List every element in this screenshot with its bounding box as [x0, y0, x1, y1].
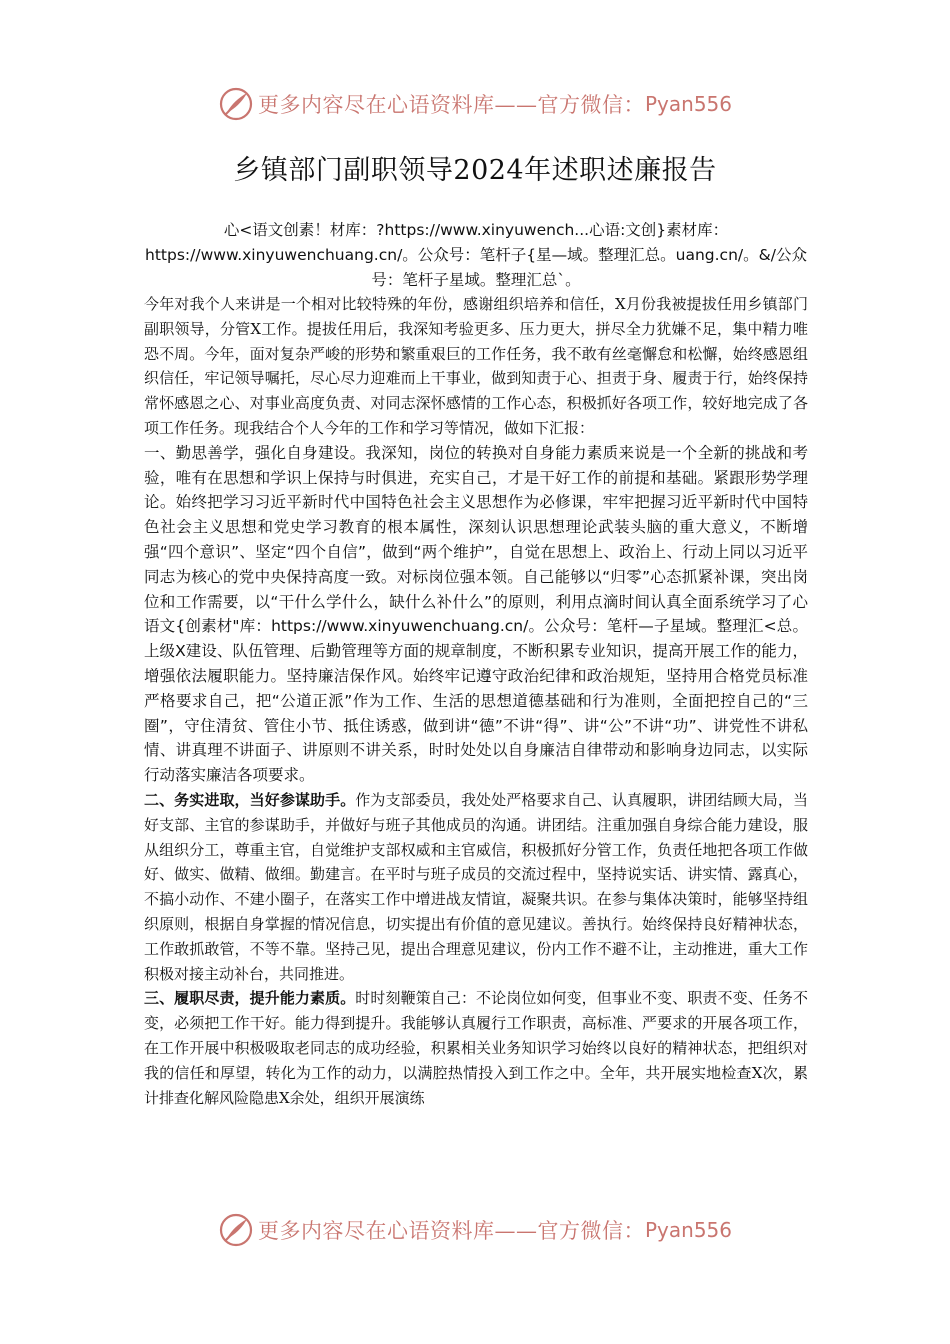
paragraph-intro: 今年对我个人来讲是一个相对比较特殊的年份，感谢组织培养和信任，X月份我被提拔任用乡镇部门副职领导，分管X工作。提拔任用后，我深知考验更多、压力更大，拼尽全力犹嫌不足，集中精力唯恐不周。今年，面对复杂严峻的形势和繁重艰巨的工作任务，我不敢有丝毫懈怠和松懈，始终感恩组织信任，牢记领导嘱托，尽心尽力迎难而上干事业，做到知责于心、担责于身、履责于行，始终保持常怀感恩之心、对事业高度负责、对同志深怀感情的工作心态，积极抓好各项工作，较好地完成了各项工作任务。现我结合个人今年的工作和学习等情况，做如下汇报：	[144, 295, 808, 437]
banner-wechat-id: Pyan556	[644, 1218, 732, 1242]
quill-logo-icon	[218, 86, 254, 122]
quill-logo-icon	[218, 1212, 254, 1248]
document-body	[144, 292, 808, 1110]
source-note: 心<语文创素！材库：?https://www.xinyuwench...心语:文创}素材库：https://www.xinyuwenchuang.cn/。公众号：笔杆子{星—域。整理汇总。uang.cn/。&/公众号：笔杆子星域。整理汇总`。	[145, 221, 807, 289]
section-2-text: 作为支部委员，我处处严格要求自己、认真履职，讲团结顾大局，当好支部、主官的参谋助手，并做好与班子其他成员的沟通。讲团结。注重加强自身综合能力建设，服从组织分工，尊重主官，自觉维护支部权威和主官威信，积极抓好分管工作，负责任地把各项工作做好、做实、做精、做细。勤建言。在平时与班子成员的交流过程中，坚持说实话、讲实情、露真心，不搞小动作、不建小圈子，在落实工作中增进战友情谊，凝聚共识。在参与集体决策时，能够坚持组织原则，根据自身掌握的情况信息，切实提出有价值的意见建议。善执行。始终保持良好精神状态，工作敢抓敢管，不等不靠。坚持己见，提出合理意见建议，份内工作不避不让，主动推进，重大工作积极对接主动补台，共同推进。	[144, 790, 808, 983]
banner-wechat-id: Pyan556	[644, 92, 732, 116]
paragraph-section-1: 一、勤思善学，强化自身建设。我深知，岗位的转换对自身能力素质来说是一个全新的挑战和考验，唯有在思想和学识上保持与时俱进，充实自己，才是干好工作的前提和基础。紧跟形势学理论。始终把学习习近平新时代中国特色社会主义思想作为必修课，牢牢把握习近平新时代中国特色社会主义思想和党史学习教育的根本属性，深刻认识思想理论武装头脑的重大意义，不断增强“四个意识”、坚定“四个自信”，做到“两个维护”，自觉在思想上、政治上、行动上同以习近平同志为核心的党中央保持高度一致。对标岗位强本领。自己能够以“归零”心态抓紧补课，突出岗位和工作需要，以“干什么学什么，缺什么补什么”的原则，利用点滴时间认真全面系统学习了心语文{创素材"库：https://www.xinyuwenchuang.cn/。公众号：笔杆—子星域。整理汇<总。上级X建设、队伍管理、后勤管理等方面的规章制度，不断积累专业知识，提高开展工作的能力，增强依法履职能力。坚持廉洁保作风。始终牢记遵守政治纪律和政治规矩，坚持用合格党员标准严格要求自己，把“公道正派”作为工作、生活的思想道德基础和行为准则，全面把控自己的“三圈”，守住清贫、管住小节、抵住诱惑，做到讲“德”不讲“得”、讲“公”不讲“功”、讲党性不讲私情、讲真理不讲面子、讲原则不讲关系，时时处处以自身廉洁自律带动和影响身边同志，以实际行动落实廉洁各项要求。	[144, 443, 808, 785]
footer-banner[interactable]	[0, 1210, 950, 1250]
document-title: 乡镇部门副职领导2024年述职述廉报告	[233, 155, 717, 186]
banner-text: 更多内容尽在心语资料库——官方微信：	[257, 1219, 645, 1243]
paragraph-section-2	[144, 788, 808, 986]
section-2-heading: 二、务实进取，当好参谋助手。	[144, 790, 356, 809]
banner-text: 更多内容尽在心语资料库——官方微信：	[257, 93, 645, 117]
header-banner[interactable]	[0, 84, 950, 124]
section-3-text: 时时刻鞭策自己：不论岗位如何变，但事业不变、职责不变、任务不变，必须把工作干好。能力得到提升。我能够认真履行工作职责，高标准、严要求的开展各项工作，在工作开展中积极吸取老同志的成功经验，积累相关业务知识学习始终以良好的精神状态，把组织对我的信任和厚望，转化为工作的动力，以满腔热情投入到工作之中。全年，共开展实地检查X次，累计排查化解风险隐患X余处，组织开展演练	[144, 989, 808, 1107]
section-3-heading: 三、履职尽责，提升能力素质。	[144, 989, 356, 1008]
paragraph-section-3	[144, 986, 808, 1110]
